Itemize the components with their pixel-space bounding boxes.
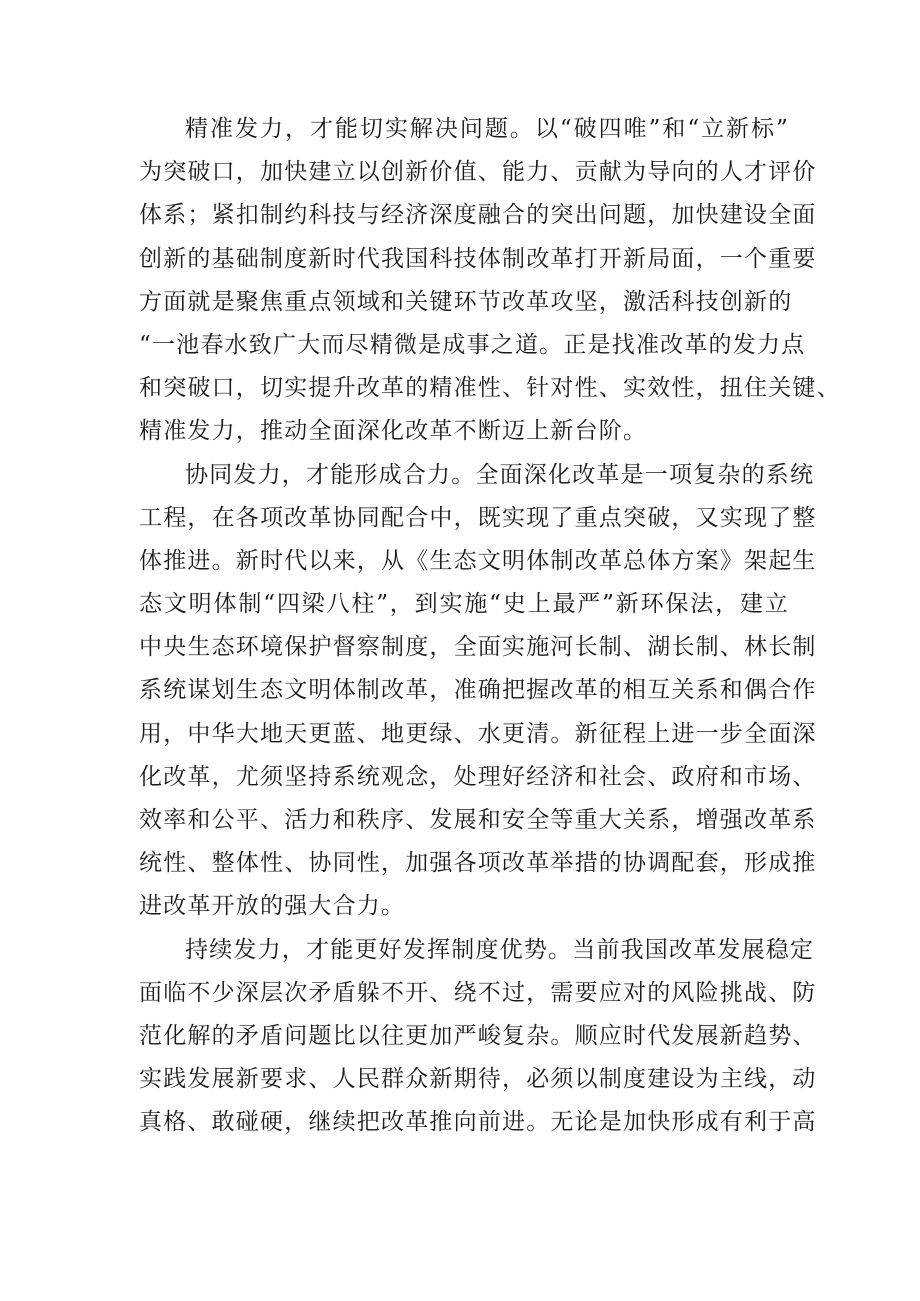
text-line: 为突破口，加快建立以创新价值、能力、贡献为导向的人才评价: [139, 159, 817, 186]
text-line: 持续发力，才能更好发挥制度优势。当前我国改革发展稳定: [185, 936, 815, 963]
text-line: 进改革开放的强大合力。: [139, 893, 406, 920]
text-line: 面临不少深层次矛盾躲不开、绕不过，需要应对的风险挑战、防: [139, 979, 817, 1006]
text-line: 体推进。新时代以来，从《生态文明体制改革总体方案》架起生: [139, 547, 817, 574]
text-line: 精准发力，才能切实解决问题。以“破四唯”和“立新标”: [185, 116, 789, 142]
text-line: 创新的基础制度新时代我国科技体制改革打开新局面，一个重要: [139, 245, 817, 272]
paragraph-coordinated-force: [139, 454, 817, 929]
text-line: 态文明体制“四梁八柱”，到实施“史上最严”新环保法，建立: [139, 591, 789, 618]
text-line: 协同发力，才能形成合力。全面深化改革是一项复杂的系统: [185, 461, 815, 488]
text-line: 统性、整体性、协同性，加强各项改革举措的协调配套，形成推: [139, 850, 817, 877]
paragraph-precise-force: [139, 108, 841, 454]
text-line: 实践发展新要求、人民群众新期待，必须以制度建设为主线，动: [139, 1066, 817, 1093]
text-line: 真格、敢碰硬，继续把改革推向前进。无论是加快形成有利于高: [139, 1109, 817, 1136]
text-line: 范化解的矛盾问题比以往更加严峻复杂。顺应时代发展新趋势、: [139, 1022, 817, 1049]
text-line: 效率和公平、活力和秩序、发展和安全等重大关系，增强改革系: [139, 807, 817, 833]
text-line: 化改革，尤须坚持系统观念，处理好经济和社会、政府和市场、: [139, 763, 817, 790]
text-line: 系统谋划生态文明体制改革，准确把握改革的相互关系和偶合作: [139, 677, 817, 704]
text-line: 体系；紧扣制约科技与经济深度融合的突出问题，加快建设全面: [139, 202, 817, 229]
text-line: 用，中华大地天更蓝、地更绿、水更清。新征程上进一步全面深: [139, 720, 817, 747]
text-line: 精准发力，推动全面深化改革不断迈上新台阶。: [139, 418, 648, 445]
document-body: [139, 108, 841, 1145]
text-line: 工程，在各项改革协同配合中，既实现了重点突破，又实现了整: [139, 504, 817, 531]
text-line: 方面就是聚焦重点领域和关键环节改革攻坚，激活科技创新的: [139, 288, 793, 315]
paragraph-continuous-force: [139, 929, 817, 1145]
text-line: “一池春水致广大而尽精微是成事之道。正是找准改革的发力点: [139, 331, 806, 358]
text-line: 和突破口，切实提升改革的精准性、针对性、实效性，扭住关键、: [139, 375, 841, 402]
text-line: 中央生态环境保护督察制度，全面实施河长制、湖长制、林长制: [139, 634, 817, 661]
